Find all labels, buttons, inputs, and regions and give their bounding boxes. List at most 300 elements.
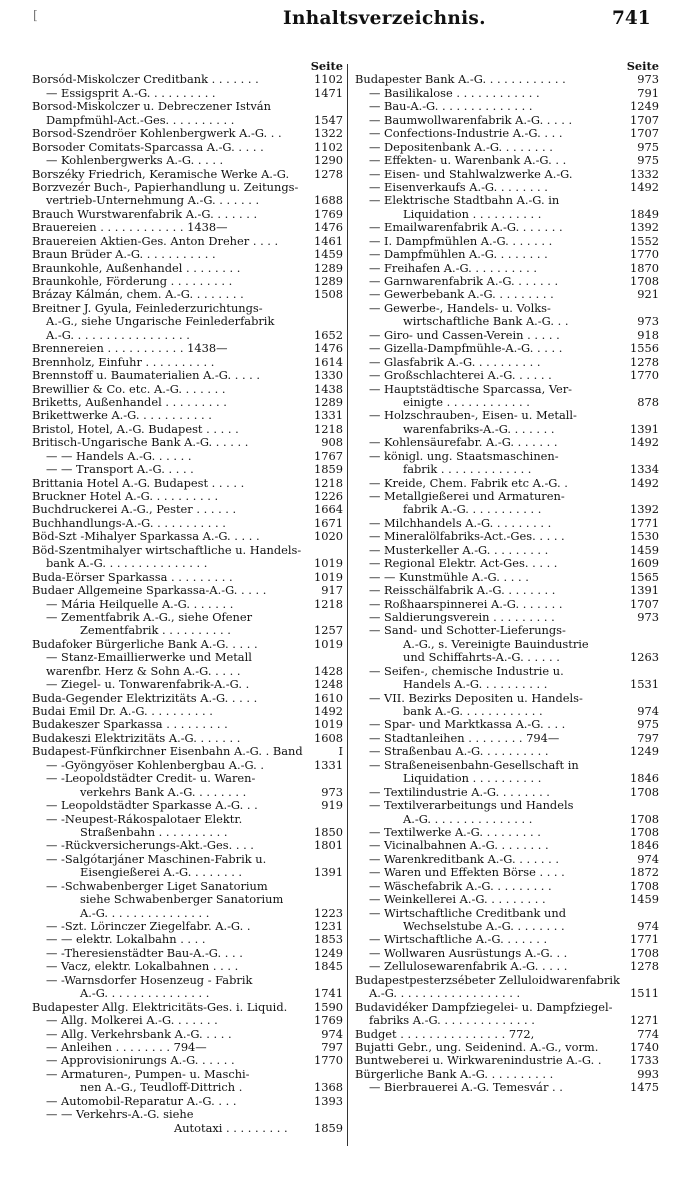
index-entry: [355, 436, 659, 449]
entry-text: Brewillier & Co. etc. A.-G. . . . . . .: [32, 382, 226, 396]
index-entry: [32, 853, 343, 866]
index-entry: [355, 194, 659, 207]
index-entry: [32, 477, 343, 490]
entry-text: Bruckner Hotel A.-G. . . . . . . . . .: [32, 490, 219, 503]
index-entry: [355, 1028, 659, 1041]
index-entry: [355, 396, 659, 409]
entry-text: bank A.-G. . . . . . . . . . . . . . .: [46, 557, 208, 571]
index-entry: [355, 73, 659, 86]
entry-text: — Wollwaren Ausrüstungs A.-G. . .: [369, 946, 568, 960]
entry-page-number: 1664: [314, 503, 343, 517]
entry-text: warenfabriks-A.-G. . . . . . .: [403, 422, 555, 436]
entry-text: — Straßeneisenbahn-Gesellschaft in: [369, 758, 579, 772]
entry-text: Britisch-Ungarische Bank A.-G. . . . . .: [32, 436, 249, 450]
index-entry: [355, 611, 659, 624]
entry-text: — Gizella-Dampfmühle-A.-G. . . . .: [369, 342, 563, 356]
index-entry: [32, 194, 343, 207]
index-entry: [32, 450, 343, 463]
entry-page-number: 975: [637, 140, 659, 154]
entry-text: — Textilindustrie A.-G. . . . . . . .: [369, 785, 550, 799]
index-entry: [32, 329, 343, 342]
entry-page-number: 1102: [314, 73, 343, 87]
entry-text: — Regional Elektr. Act-Ges. . . . .: [369, 557, 558, 571]
entry-text: — Stanz-Emaillierwerke und Metall: [46, 651, 252, 665]
entry-page-number: 917: [321, 584, 343, 598]
entry-text: A.-G. . . . . . . . . . . . . . .: [403, 812, 533, 826]
entry-text: A.-G. . . . . . . . . . . . . . . . . .: [369, 987, 521, 1001]
index-entry: [355, 732, 659, 745]
entry-page-number: 1556: [630, 342, 659, 356]
entry-text: Handels A.-G. . . . . . . . . .: [403, 678, 548, 692]
entry-page-number: 797: [321, 1040, 343, 1054]
index-entry: [32, 598, 343, 611]
entry-page-number: 1872: [630, 866, 659, 880]
entry-page-number: 973: [637, 315, 659, 329]
entry-page-number: 1476: [314, 221, 343, 235]
entry-page-number: 1278: [630, 960, 659, 974]
entry-text: — Bierbrauerei A.-G. Temesvár . .: [369, 1081, 563, 1095]
entry-text: — Saldierungsverein . . . . . . . . .: [369, 610, 555, 624]
index-entry: [32, 208, 343, 221]
entry-text: — Depositenbank A.-G. . . . . . . .: [369, 140, 553, 154]
entry-text: — Essigsprit A.-G. . . . . . . . . .: [46, 86, 216, 100]
entry-text: Budapest-Fünfkirchner Eisenbahn A.-G. . Band: [32, 745, 303, 759]
index-entry: [32, 893, 343, 906]
entry-page-number: 975: [637, 154, 659, 168]
index-entry: [32, 786, 343, 799]
index-entry: [355, 275, 659, 288]
entry-page-number: 797: [637, 731, 659, 745]
entry-page-number: 1708: [630, 812, 659, 826]
entry-text: vertrieb-Unternehmung A.-G. . . . . . .: [46, 194, 260, 208]
entry-page-number: 1218: [314, 597, 343, 611]
entry-text: — -Szt. Lörinczer Ziegelfabr. A.-G. .: [46, 920, 251, 933]
entry-page-number: 1278: [314, 167, 343, 181]
entry-text: — Allg. Molkerei A.-G. . . . . . .: [46, 1014, 218, 1028]
entry-text: — Reisschälfabrik A.-G. . . . . . . .: [369, 584, 556, 598]
entry-page-number: 1771: [630, 516, 659, 530]
index-entry: [355, 826, 659, 839]
entry-text: — Textilverarbeitungs und Handels: [369, 799, 574, 813]
entry-text: Zementfabrik . . . . . . . . . .: [80, 624, 231, 638]
entry-page-number: 1471: [314, 86, 343, 100]
entry-page-number: 1331: [314, 758, 343, 772]
index-entry: [355, 463, 659, 476]
index-entry: [355, 235, 659, 248]
entry-page-number: 974: [637, 920, 659, 933]
index-entry: [32, 288, 343, 301]
entry-text: Böd-Szentmihalyer wirtschaftliche u. Handels-: [32, 543, 302, 557]
entry-page-number: 975: [637, 718, 659, 732]
page-number: 741: [612, 8, 651, 29]
index-entry: [32, 490, 343, 503]
index-entry: [355, 960, 659, 973]
entry-text: warenfbr. Herz & Sohn A.-G. . . . .: [46, 664, 241, 678]
index-entry: [355, 853, 659, 866]
entry-text: Budavidéker Dampfziegelei- u. Dampfziegel-: [355, 1000, 613, 1014]
index-entry: [32, 584, 343, 597]
entry-text: Buda-Gegender Elektrizitäts A.-G. . . . .: [32, 691, 258, 705]
entry-page-number: 973: [321, 785, 343, 799]
index-entry: [355, 598, 659, 611]
entry-text: — Eisen- und Stahlwalzwerke A.-G.: [369, 167, 573, 181]
entry-text: Budget . . . . . . . . . . . . . . . 772,: [355, 1027, 535, 1041]
entry-text: Straßenbahn . . . . . . . . . .: [80, 825, 228, 839]
entry-text: Brauereien . . . . . . . . . . . . 1438—: [32, 221, 228, 235]
entry-text: — Wirtschaftliche A.-G. . . . . . .: [369, 933, 548, 947]
entry-page-number: 1859: [314, 1121, 343, 1135]
entry-text: — Automobil-Reparatur A.-G. . . .: [46, 1094, 237, 1108]
entry-page-number: 1708: [630, 785, 659, 799]
index-entry: [32, 1054, 343, 1067]
index-column-left: [32, 60, 343, 1135]
index-entry: [355, 127, 659, 140]
entry-text: Budapester Allg. Elektricitäts-Ges. i. Liquid.: [32, 1000, 288, 1014]
index-entry: [355, 718, 659, 731]
entry-text: — Vicinalbahnen A.-G. . . . . . . .: [369, 839, 549, 853]
entry-page-number: 1707: [630, 127, 659, 141]
entry-page-number: 973: [637, 73, 659, 87]
entry-text: — Kohlensäurefabr. A.-G. . . . . . .: [369, 436, 558, 450]
entry-text: Buchhandlungs-A.-G. . . . . . . . . . .: [32, 516, 226, 530]
index-entry: [32, 611, 343, 624]
entry-text: — Warenkreditbank A.-G. . . . . . .: [369, 852, 560, 866]
index-entry: [32, 974, 343, 987]
entry-text: — Elektrische Stadtbahn A.-G. in: [369, 194, 560, 208]
entry-page-number: 1459: [630, 543, 659, 557]
index-entry: [32, 692, 343, 705]
index-entry: [355, 544, 659, 557]
entry-page-number: 1508: [314, 288, 343, 302]
index-entry: [355, 813, 659, 826]
entry-text: Borzvezér Buch-, Papierhandlung u. Zeitungs-: [32, 180, 299, 194]
entry-text: — Großschlachterei A.-G. . . . . .: [369, 369, 552, 383]
entry-page-number: 1428: [314, 664, 343, 678]
entry-page-number: 1708: [630, 879, 659, 893]
entry-text: verkehrs Bank A.-G. . . . . . . .: [80, 785, 247, 799]
entry-page-number: 1671: [314, 516, 343, 530]
index-entry: [32, 718, 343, 731]
index-entry: [355, 624, 659, 637]
entry-text: — Spar- und Marktkassa A.-G. . . .: [369, 718, 566, 732]
entry-page-number: 1475: [630, 1081, 659, 1095]
index-entry: [32, 1122, 343, 1135]
entry-page-number: 1392: [630, 221, 659, 235]
index-entry: [32, 396, 343, 409]
entry-page-number: 1019: [314, 570, 343, 584]
index-entry: [355, 920, 659, 933]
column-header-label: Seite: [310, 60, 343, 73]
entry-text: Borsoder Comitats-Sparcassa A.-G. . . . .: [32, 140, 264, 154]
index-entry: [32, 181, 343, 194]
entry-page-number: 1767: [314, 449, 343, 463]
entry-text: — Sand- und Schotter-Lieferungs-: [369, 624, 566, 638]
index-entry: [355, 208, 659, 221]
entry-page-number: 1531: [630, 678, 659, 692]
entry-text: — — Transport A.-G. . . . .: [46, 463, 194, 477]
entry-text: — Ziegel- u. Tonwarenfabrik-A.-G. .: [46, 678, 250, 692]
index-entry: [32, 960, 343, 973]
entry-text: fabrik . . . . . . . . . . . . .: [403, 463, 532, 477]
entry-text: — VII. Bezirks Depositen u. Handels-: [369, 691, 583, 705]
entry-page-number: 1849: [630, 207, 659, 221]
entry-text: bank A.-G. . . . . . . . . . . .: [403, 705, 543, 718]
entry-text: Braun Brüder A.-G. . . . . . . . . . .: [32, 248, 216, 262]
entry-text: — Effekten- u. Warenbank A.-G. . .: [369, 154, 567, 168]
entry-page-number: 1019: [314, 557, 343, 571]
page-title: Inhaltsverzeichnis.: [283, 8, 486, 29]
entry-page-number: 1547: [314, 113, 343, 127]
index-entry: [32, 880, 343, 893]
index-entry: [355, 100, 659, 113]
index-entry: [32, 221, 343, 234]
index-entry: [355, 141, 659, 154]
index-entry: [32, 436, 343, 449]
column-header-label: Seite: [626, 60, 659, 73]
index-entry: [32, 987, 343, 1000]
entry-page-number: 1459: [630, 893, 659, 907]
entry-text: nen A.-G., Teudloff-Dittrich .: [80, 1081, 243, 1095]
index-entry: [355, 933, 659, 946]
entry-text: — -Leopoldstädter Credit- u. Waren-: [46, 772, 256, 786]
entry-text: — Textilwerke A.-G. . . . . . . . .: [369, 825, 541, 839]
index-entry: [355, 503, 659, 516]
entry-page-number: 1249: [630, 745, 659, 759]
entry-text: Brittania Hotel A.-G. Budapest . . . . .: [32, 476, 245, 490]
entry-page-number: 1476: [314, 342, 343, 356]
index-entry: [355, 409, 659, 422]
index-entry: [32, 759, 343, 772]
index-entry: [32, 141, 343, 154]
index-entry: [355, 772, 659, 785]
entry-text: — -Schwabenberger Liget Sanatorium: [46, 879, 268, 893]
entry-text: — -Warnsdorfer Hosenzeug - Fabrik: [46, 973, 253, 987]
index-entry: [32, 1001, 343, 1014]
entry-text: — Metallgießerei und Armaturen-: [369, 490, 565, 503]
entry-page-number: 1461: [314, 234, 343, 248]
index-entry: [32, 517, 343, 530]
index-entry: [32, 168, 343, 181]
index-entry: [355, 181, 659, 194]
entry-page-number: 1608: [314, 731, 343, 745]
index-entry: [355, 1001, 659, 1014]
entry-page-number: 1249: [630, 100, 659, 114]
index-entry: [355, 315, 659, 328]
entry-text: Buda-Eörser Sparkassa . . . . . . . . .: [32, 570, 233, 584]
entry-text: Brennholz, Einfuhr . . . . . . . . . .: [32, 355, 215, 369]
index-entry: [355, 342, 659, 355]
entry-page-number: 1271: [630, 1014, 659, 1028]
entry-text: — Musterkeller A.-G. . . . . . . . .: [369, 543, 549, 557]
index-entry: [355, 369, 659, 382]
index-entry: [32, 839, 343, 852]
entry-page-number: 1249: [314, 946, 343, 960]
index-entry: [355, 517, 659, 530]
entry-text: wirtschaftliche Bank A.-G. . .: [403, 315, 569, 329]
index-entry: [32, 799, 343, 812]
entry-page-number: 1708: [630, 825, 659, 839]
entry-text: — — Handels A.-G. . . . . .: [46, 449, 192, 463]
index-entry: [32, 235, 343, 248]
index-entry: [32, 248, 343, 261]
entry-page-number: 974: [321, 1027, 343, 1041]
entry-page-number: 908: [321, 436, 343, 450]
index-entry: [355, 907, 659, 920]
index-entry: [32, 1014, 343, 1027]
index-entry: [355, 477, 659, 490]
entry-text: — Gewerbe-, Handels- u. Volks-: [369, 301, 551, 315]
index-entry: [32, 369, 343, 382]
entry-page-number: 1257: [314, 624, 343, 638]
entry-page-number: 1870: [630, 261, 659, 275]
index-entry: [355, 745, 659, 758]
index-entry: [32, 651, 343, 664]
entry-page-number: 993: [637, 1067, 659, 1081]
entry-text: — Armaturen-, Pumpen- u. Maschi-: [46, 1067, 250, 1081]
index-entry: [32, 262, 343, 275]
entry-text: Briketts, Außenhandel . . . . . . . . .: [32, 395, 227, 409]
index-entry: [355, 692, 659, 705]
entry-text: Bristol, Hotel, A.-G. Budapest . . . . .: [32, 422, 239, 436]
entry-text: Borsod-Miskolczer u. Debreczener István: [32, 100, 271, 114]
index-entry: [355, 839, 659, 852]
entry-text: Budapester Bank A.-G. . . . . . . . . . . .: [355, 73, 566, 87]
entry-text: A.-G. . . . . . . . . . . . . . . . .: [46, 328, 190, 342]
entry-text: — Vacz, elektr. Lokalbahnen . . . .: [46, 960, 239, 974]
index-entry: [32, 302, 343, 315]
entry-text: — Bau-A.-G. . . . . . . . . . . . . .: [369, 100, 533, 114]
entry-page-number: 1565: [630, 570, 659, 584]
entry-text: A.-G. . . . . . . . . . . . . . .: [80, 987, 210, 1001]
entry-text: — königl. ung. Staatsmaschinen-: [369, 449, 559, 463]
entry-page-number: 1771: [630, 933, 659, 947]
entry-page-number: 1511: [630, 987, 659, 1001]
entry-page-number: 1770: [630, 248, 659, 262]
entry-page-number: 1845: [314, 960, 343, 974]
entry-page-number: 1846: [630, 839, 659, 853]
entry-page-number: 1019: [314, 718, 343, 732]
entry-text: — Confections-Industrie A.-G. . . .: [369, 127, 563, 141]
index-entry: [355, 383, 659, 396]
entry-text: — Dampfmühlen A.-G. . . . . . . .: [369, 248, 548, 262]
entry-page-number: 921: [637, 288, 659, 302]
entry-text: Budapestpesterzsébeter Zelluloidwarenfabrik: [355, 973, 620, 987]
index-entry: [32, 1108, 343, 1121]
entry-page-number: 1330: [314, 369, 343, 383]
entry-text: Bürgerliche Bank A.-G. . . . . . . . . .: [355, 1067, 554, 1081]
entry-text: Brennereien . . . . . . . . . . . 1438—: [32, 342, 228, 356]
entry-text: — Roßhaarspinnerei A.-G. . . . . . .: [369, 597, 563, 611]
column-header-seite: [32, 60, 343, 73]
index-entry: [355, 799, 659, 812]
entry-text: — Leopoldstädter Sparkasse A.-G. . .: [46, 799, 258, 813]
index-entry: [355, 154, 659, 167]
entry-page-number: 1438: [314, 382, 343, 396]
entry-page-number: 1850: [314, 825, 343, 839]
index-entry: [32, 87, 343, 100]
entry-text: Borsód-Miskolczer Creditbank . . . . . . .: [32, 73, 259, 87]
index-entry: [32, 665, 343, 678]
entry-text: — Zellulosewarenfabrik A.-G. . . . .: [369, 960, 568, 974]
index-entry: [355, 880, 659, 893]
index-entry: [32, 933, 343, 946]
index-entry: [32, 907, 343, 920]
entry-page-number: 1289: [314, 395, 343, 409]
entry-text: — -Neupest-Rákospalotaer Elektr.: [46, 812, 243, 826]
entry-text: Brennstoff u. Baumaterialien A.-G. . . . .: [32, 369, 261, 383]
entry-page-number: 1853: [314, 933, 343, 947]
entry-text: — Freihafen A.-G. . . . . . . . . .: [369, 261, 537, 275]
entry-text: Dampfmühl-Act.-Ges. . . . . . . . . .: [46, 113, 235, 127]
entry-text: — Seifen-, chemische Industrie u.: [369, 664, 564, 678]
index-column-right: [355, 60, 659, 1095]
entry-text: Buchdruckerei A.-G., Pester . . . . . .: [32, 503, 237, 517]
entry-text: A.-G., siehe Ungarische Feinlederfabrik: [46, 315, 275, 329]
index-entry: [32, 423, 343, 436]
entry-text: Böd-Szt -Mihalyer Sparkassa A.-G. . . . .: [32, 530, 260, 544]
entry-page-number: I: [338, 745, 343, 759]
entry-page-number: 1770: [630, 369, 659, 383]
entry-text: — Baumwollwarenfabrik A.-G. . . . .: [369, 113, 573, 127]
entry-page-number: 1391: [630, 584, 659, 598]
entry-page-number: 919: [321, 799, 343, 813]
entry-text: — Eisenverkaufs A.-G. . . . . . . .: [369, 180, 548, 194]
entry-page-number: 1248: [314, 678, 343, 692]
entry-text: — I. Dampfmühlen A.-G. . . . . . .: [369, 234, 553, 248]
entry-page-number: 1231: [314, 920, 343, 933]
entry-page-number: 774: [637, 1027, 659, 1041]
entry-page-number: 791: [637, 86, 659, 100]
entry-page-number: 1218: [314, 422, 343, 436]
entry-text: — Basilikalose . . . . . . . . . . . .: [369, 86, 540, 100]
entry-page-number: 1552: [630, 234, 659, 248]
entry-text: — Kreide, Chem. Fabrik etc A.-G. .: [369, 476, 568, 490]
entry-page-number: 1019: [314, 637, 343, 651]
entry-text: A.-G. . . . . . . . . . . . . . .: [80, 906, 210, 920]
entry-page-number: 1769: [314, 207, 343, 221]
index-entry: [32, 866, 343, 879]
entry-page-number: 1652: [314, 328, 343, 342]
entry-text: Autotaxi . . . . . . . . .: [174, 1121, 288, 1135]
index-entry: [355, 329, 659, 342]
entry-page-number: 1102: [314, 140, 343, 154]
index-entry: [32, 624, 343, 637]
entry-page-number: 1289: [314, 261, 343, 275]
entry-text: — — Kunstmühle A.-G. . . . .: [369, 570, 529, 584]
entry-text: — Gewerbebank A.-G. . . . . . . . .: [369, 288, 554, 302]
index-entry: [32, 1041, 343, 1054]
entry-page-number: 974: [637, 705, 659, 718]
index-entry: [355, 987, 659, 1000]
index-entry: [355, 168, 659, 181]
entry-page-number: 1769: [314, 1014, 343, 1028]
entry-text: — Zementfabrik A.-G., siehe Ofener: [46, 610, 253, 624]
index-entry: [32, 315, 343, 328]
index-entry: [355, 423, 659, 436]
entry-page-number: 1218: [314, 476, 343, 490]
entry-page-number: 1331: [314, 409, 343, 423]
entry-text: Budakeszi Elektrizitäts A.-G. . . . . . .: [32, 731, 241, 745]
entry-text: A.-G., s. Vereinigte Bauindustrie: [403, 637, 589, 651]
entry-page-number: 1459: [314, 248, 343, 262]
entry-page-number: 1334: [630, 463, 659, 477]
entry-text: fabrik A.-G. . . . . . . . . . .: [403, 503, 542, 517]
index-entry: [32, 154, 343, 167]
entry-text: fabriks A.-G. . . . . . . . . . . . . .: [369, 1014, 535, 1028]
entry-text: — Holzschrauben-, Eisen- u. Metall-: [369, 409, 577, 423]
entry-text: Budafoker Bürgerliche Bank A.-G. . . . .: [32, 637, 258, 651]
entry-page-number: 1290: [314, 154, 343, 168]
